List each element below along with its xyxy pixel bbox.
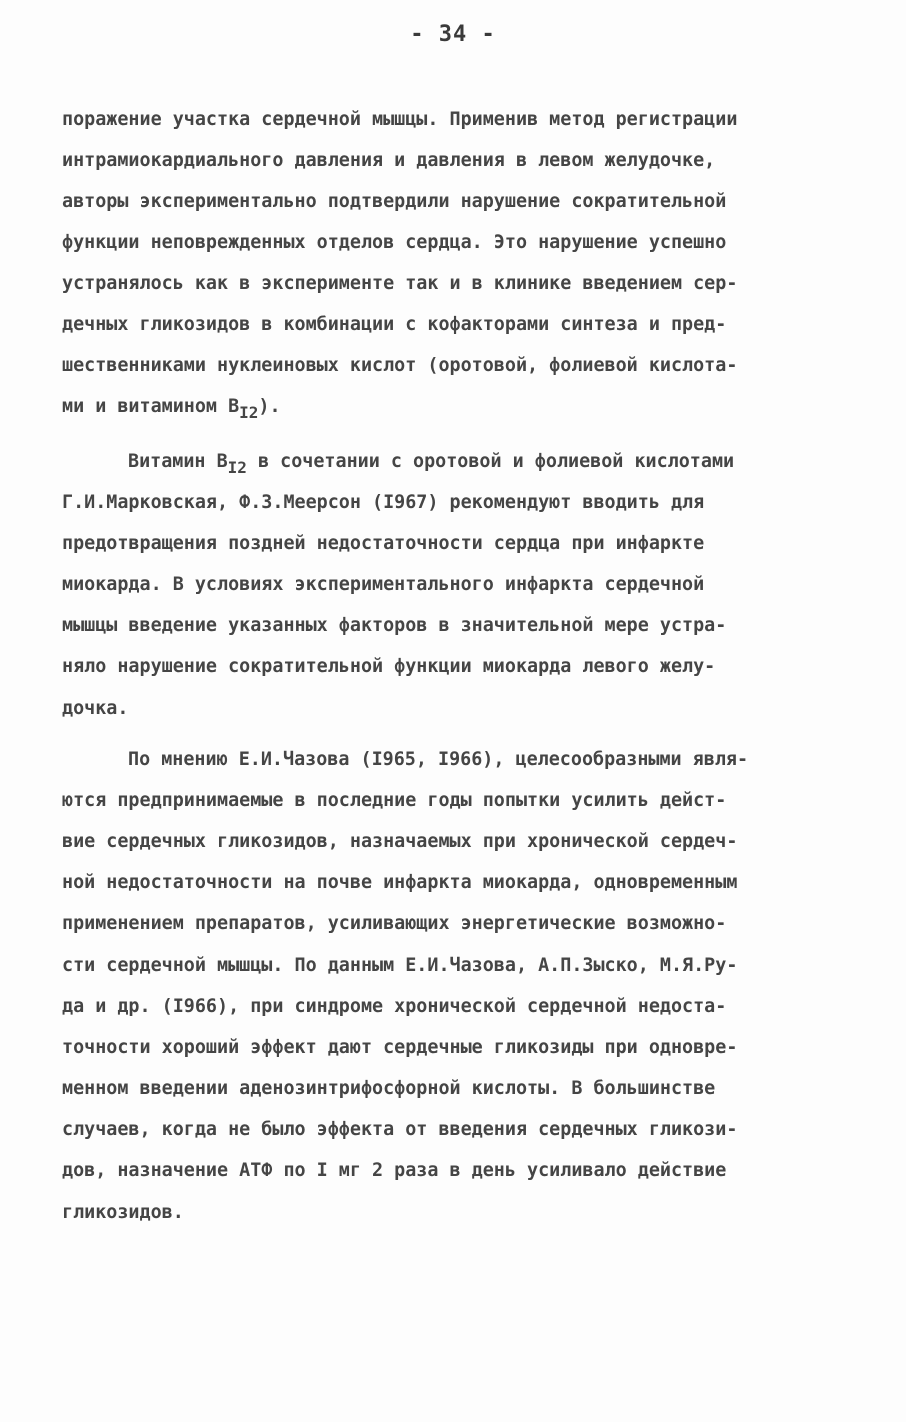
- text-line: Г.И.Марковская, Ф.З.Меерсон (I967) рекомендуют вводить для: [62, 492, 705, 513]
- subscript: I2: [227, 458, 247, 477]
- text-line: ются предпринимаемые в последние годы попытки усилить дейст-: [62, 790, 727, 811]
- text-line: точности хороший эффект дают сердечные гликозиды при одновре-: [62, 1037, 738, 1058]
- text-line: По мнению Е.И.Чазова (I965, I966), целесообразными явля-: [128, 749, 749, 770]
- text-line-with-subscript: [128, 450, 734, 480]
- text-line: интрамиокардиального давления и давления в левом желудочке,: [62, 150, 716, 171]
- text-line: случаев, когда не было эффекта от введения сердечных гликози-: [62, 1119, 738, 1140]
- text-line: дов, назначение АТФ по I мг 2 раза в день усиливало действие: [62, 1160, 727, 1181]
- text-line: шественниками нуклеиновых кислот (оротовой, фолиевой кислота-: [62, 355, 738, 376]
- text-segment: Витамин В: [128, 451, 228, 472]
- text-segment: в сочетании с оротовой и фолиевой кислотами: [246, 451, 735, 472]
- text-line: вие сердечных гликозидов, назначаемых при хронической сердеч-: [62, 831, 738, 852]
- text-line: функции неповрежденных отделов сердца. Это нарушение успешно: [62, 232, 727, 253]
- text-line-with-subscript: [62, 395, 281, 425]
- text-line: няло нарушение сократительной функции миокарда левого желу-: [62, 656, 716, 677]
- text-line: поражение участка сердечной мышцы. Применив метод регистрации: [62, 109, 738, 130]
- text-line: предотвращения поздней недостаточности сердца при инфаркте: [62, 533, 705, 554]
- text-line: ной недостаточности на почве инфаркта миокарда, одновременным: [62, 872, 738, 893]
- text-line: миокарда. В условиях экспериментального инфаркта сердечной: [62, 574, 705, 595]
- subscript: I2: [239, 403, 259, 422]
- text-line: дочка.: [62, 698, 129, 719]
- text-line: менном введении аденозинтрифосфорной кислоты. В большинстве: [62, 1078, 716, 1099]
- text-line: гликозидов.: [62, 1202, 184, 1223]
- text-line: применением препаратов, усиливающих энергетические возможно-: [62, 913, 727, 934]
- text-line: авторы экспериментально подтвердили нарушение сократительной: [62, 191, 727, 212]
- text-line: да и др. (I966), при синдроме хронической сердечной недоста-: [62, 996, 727, 1017]
- text-segment: ми и витамином В: [62, 396, 240, 417]
- text-line: устранялось как в эксперименте так и в клинике введением сер-: [62, 273, 738, 294]
- text-line: мышцы введение указанных факторов в значительной мере устра-: [62, 615, 727, 636]
- page-number: - 34 -: [410, 22, 496, 47]
- text-line: сти сердечной мышцы. По данным Е.И.Чазова, А.П.Зыско, М.Я.Ру-: [62, 955, 738, 976]
- text-segment: ).: [258, 396, 281, 417]
- text-line: дечных гликозидов в комбинации с кофакторами синтеза и пред-: [62, 314, 727, 335]
